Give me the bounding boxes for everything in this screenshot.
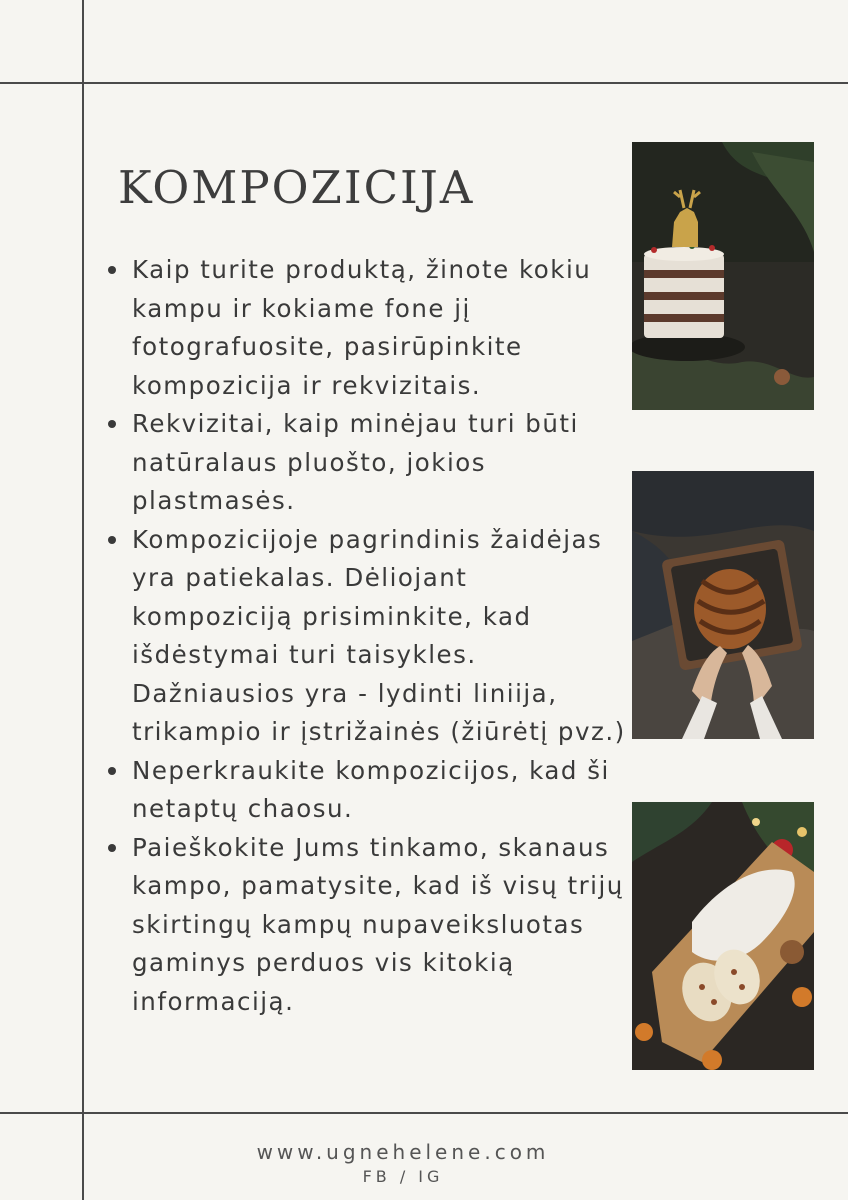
footer-social: FB / IG: [362, 1167, 444, 1186]
cake-photo: [632, 142, 814, 410]
stollen-photo: [632, 802, 814, 1070]
page-title: KOMPOZICIJA: [118, 161, 475, 214]
braided-bread-photo: [632, 471, 814, 739]
bullet-list: [104, 251, 629, 1021]
bullet-item: Paieškokite Jums tinkamo, skanaus kampo, pamatysite, kad iš visų trijų skirtingų kampų nupaveiksluotas gaminys perduos vis kitokią informaciją.: [104, 829, 629, 1022]
bullet-item: Kaip turite produktą, žinote kokiu kampu ir kokiame fone jį fotografuosite, pasirūpinkite kompozicija ir rekvizitais.: [104, 251, 629, 405]
bullet-item: Neperkraukite kompozicijos, kad ši netaptų chaosu.: [104, 752, 629, 829]
bullet-item: Kompozicijoje pagrindinis žaidėjas yra patiekalas. Dėliojant kompoziciją prisiminkite, kad išdėstymai turi taisykles. Dažniausios yra - lydinti liniija, trikampio ir įstrižainės (žiūrėtį pvz.): [104, 521, 629, 752]
left-rule: [82, 0, 84, 1200]
bottom-rule: [0, 1112, 848, 1114]
bullet-item: Rekvizitai, kaip minėjau turi būti natūralaus pluošto, jokios plastmasės.: [104, 405, 629, 521]
top-rule: [0, 82, 848, 84]
footer-website[interactable]: www.ugnehelene.com: [256, 1140, 550, 1164]
